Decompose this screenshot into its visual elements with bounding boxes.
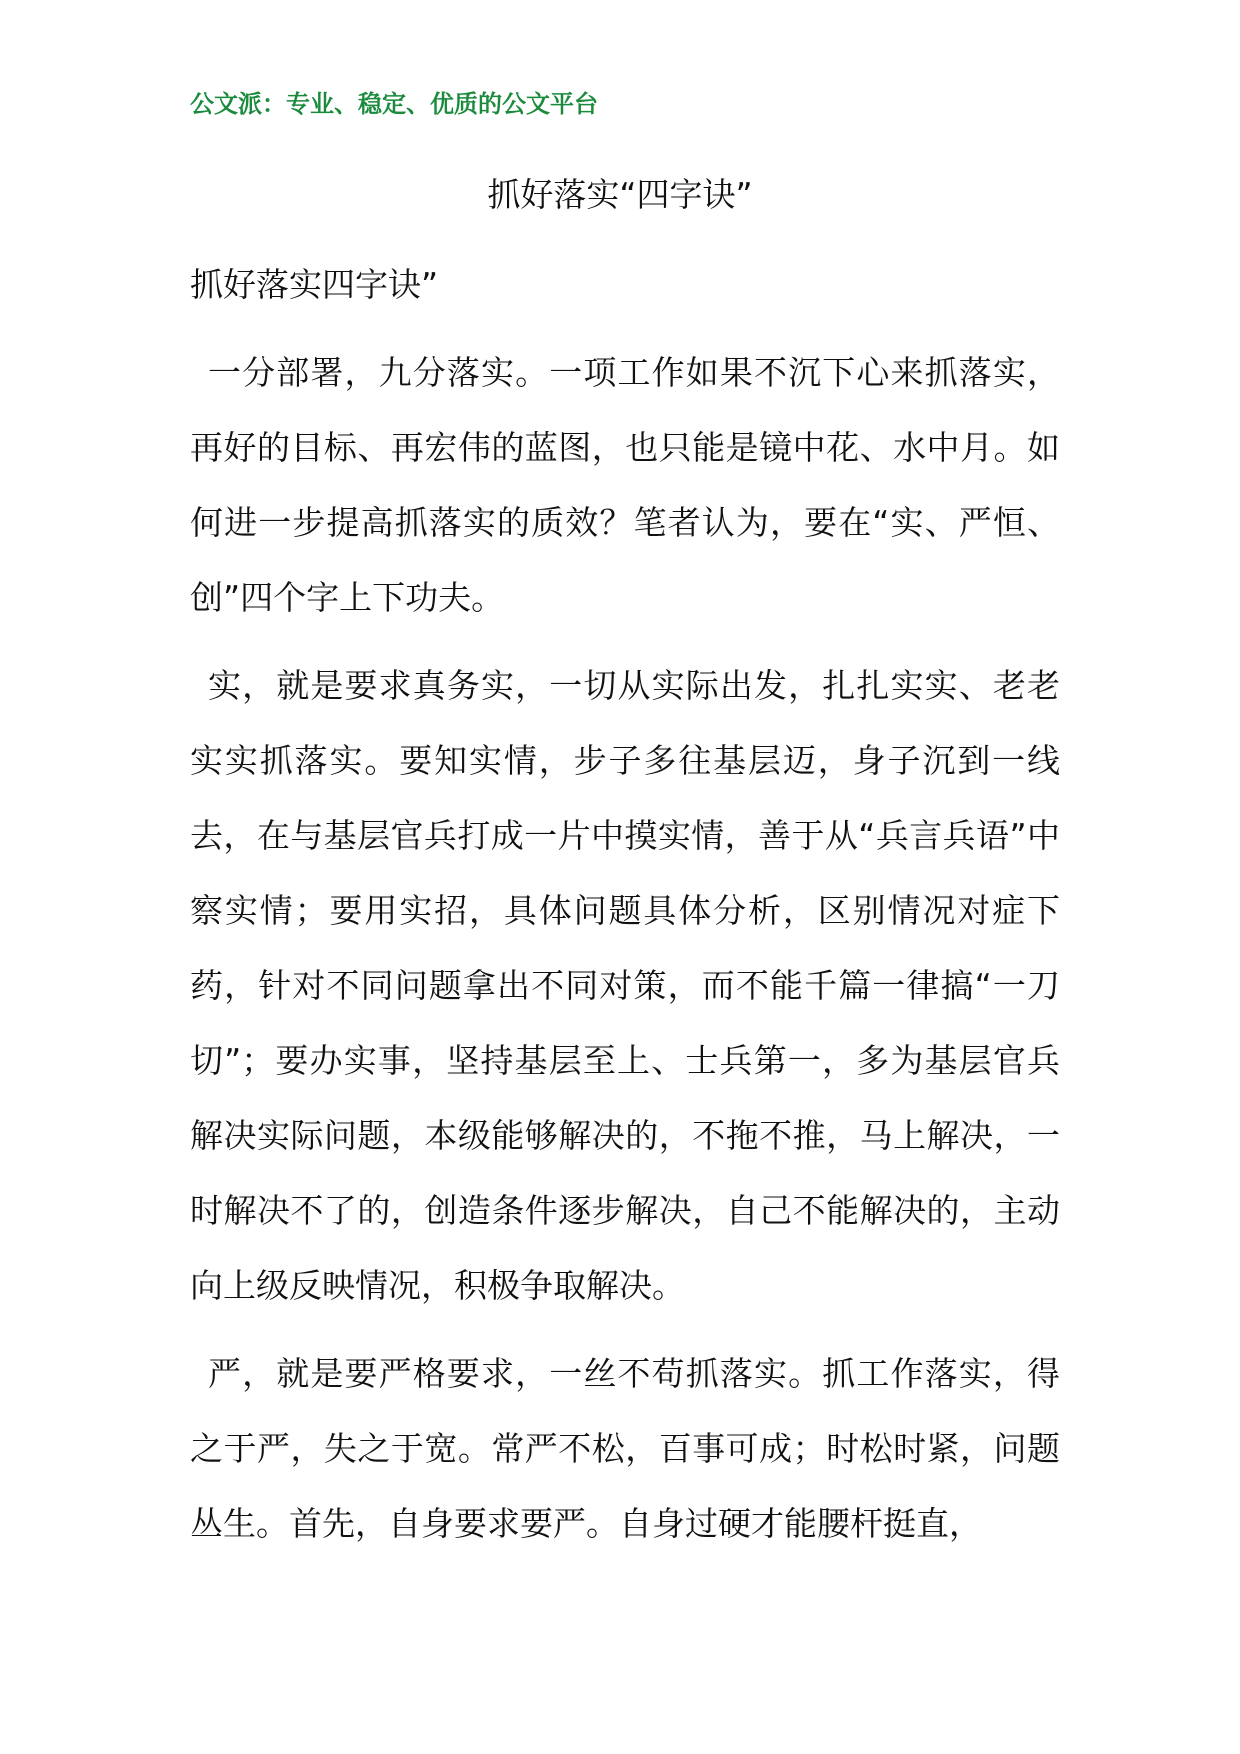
document-body — [190, 262, 1060, 1561]
paragraph-yan: 严，就是要严格要求，一丝不苟抓落实。抓工作落实，得之于严，失之于宽。常严不松，百事可成；时松时紧，问题丛生。首先，自身要求要严。自身过硬才能腰杆挺直， — [190, 1354, 1060, 1543]
document-title: 抓好落实“四字诀” — [487, 175, 753, 214]
site-slogan: 公文派：专业、稳定、优质的公文平台 — [190, 89, 598, 118]
document-subtitle: 抓好落实四字诀” — [190, 265, 439, 304]
paragraph-intro: 一分部署，九分落实。一项工作如果不沉下心来抓落实，再好的目标、再宏伟的蓝图，也只能是镜中花、水中月。如何进一步提高抓落实的质效？笔者认为，要在“实、严恒、创”四个字上下功夫。 — [190, 353, 1060, 617]
paragraph-shi: 实，就是要求真务实，一切从实际出发，扎扎实实、老老实实抓落实。要知实情，步子多往基层迈，身子沉到一线去，在与基层官兵打成一片中摸实情，善于从“兵言兵语”中察实情；要用实招，具体问题具体分析，区别情况对症下药，针对不同问题拿出不同对策，而不能千篇一律搞“一刀切”；要办实事，坚持基层至上、士兵第一，多为基层官兵解决实际问题，本级能够解决的，不拖不推，马上解决，一时解决不了的，创造条件逐步解决，自己不能解决的，主动向上级反映情况，积极争取解决。 — [190, 666, 1060, 1305]
